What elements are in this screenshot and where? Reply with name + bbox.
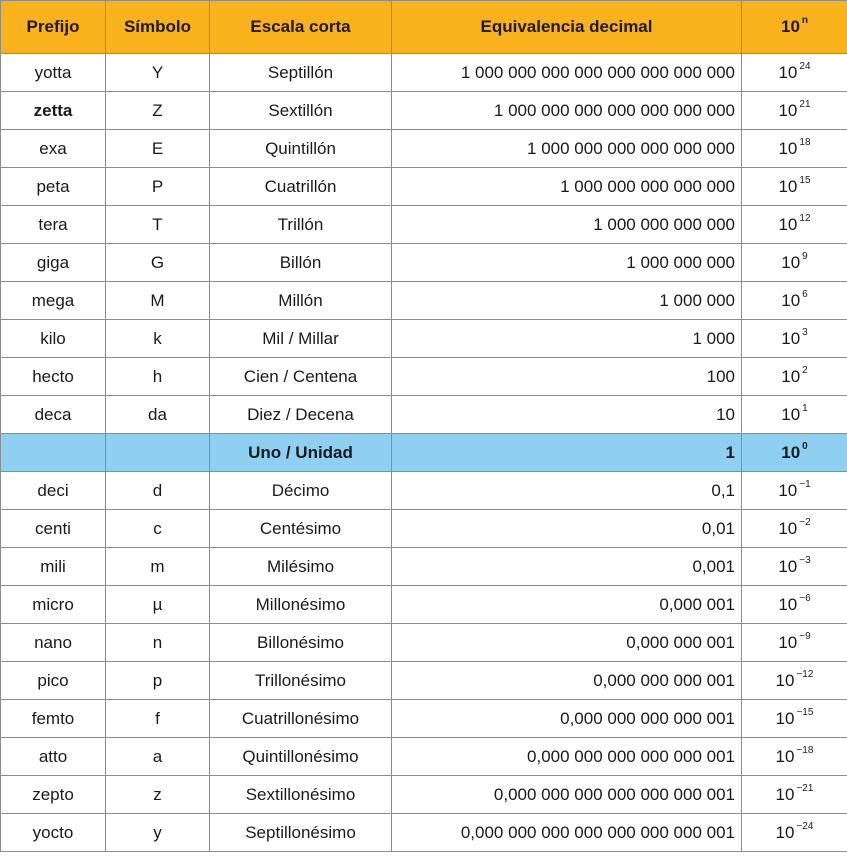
table-row (1, 472, 847, 510)
symbol-cell: T (106, 206, 210, 244)
prefix-cell: pico (1, 662, 106, 700)
power-base: 10 (778, 176, 798, 196)
short-scale-cell: Trillonésimo (210, 662, 392, 700)
symbol-cell: k (106, 320, 210, 358)
power-exponent: 24 (799, 60, 811, 72)
prefix-cell: nano (1, 624, 106, 662)
power-base: 10 (775, 784, 795, 804)
symbol-cell: M (106, 282, 210, 320)
table-row (1, 776, 847, 814)
power-exponent: 18 (799, 136, 811, 148)
prefix-cell: peta (1, 168, 106, 206)
table-row (1, 814, 847, 852)
power-exponent: 1 (802, 402, 808, 414)
decimal-equivalent-cell: 1 000 000 000 000 000 (392, 168, 742, 206)
power-exponent: 3 (802, 326, 808, 338)
decimal-equivalent-cell: 1 000 000 (392, 282, 742, 320)
prefix-cell: mega (1, 282, 106, 320)
power-cell (742, 320, 847, 358)
power-exponent: −21 (796, 782, 814, 794)
header-potencia-exp: n (801, 15, 809, 27)
symbol-cell: n (106, 624, 210, 662)
table-row (1, 282, 847, 320)
prefix-cell: giga (1, 244, 106, 282)
power-exponent: −2 (799, 516, 811, 528)
symbol-cell: d (106, 472, 210, 510)
power-base: 10 (781, 366, 801, 386)
power-cell (742, 776, 847, 814)
power-cell (742, 700, 847, 738)
short-scale-cell: Décimo (210, 472, 392, 510)
power-cell (742, 396, 847, 434)
decimal-equivalent-cell: 1 000 000 000 000 (392, 206, 742, 244)
header-potencia-base: 10 (780, 17, 800, 36)
power-base: 10 (781, 404, 801, 424)
symbol-cell: µ (106, 586, 210, 624)
short-scale-cell: Billonésimo (210, 624, 392, 662)
decimal-equivalent-cell: 0,000 000 000 000 000 000 001 (392, 776, 742, 814)
symbol-cell: p (106, 662, 210, 700)
symbol-cell: Y (106, 54, 210, 92)
power-exponent: 6 (802, 288, 808, 300)
symbol-cell: z (106, 776, 210, 814)
power-base: 10 (781, 442, 801, 462)
prefix-cell: hecto (1, 358, 106, 396)
power-cell (742, 814, 847, 852)
decimal-equivalent-cell: 10 (392, 396, 742, 434)
power-base: 10 (781, 290, 801, 310)
symbol-cell: Z (106, 92, 210, 130)
table-row (1, 320, 847, 358)
power-cell (742, 472, 847, 510)
header-row (1, 1, 847, 54)
symbol-cell (106, 434, 210, 472)
power-base: 10 (781, 252, 801, 272)
symbol-cell: c (106, 510, 210, 548)
prefix-cell: deca (1, 396, 106, 434)
table-row (1, 92, 847, 130)
symbol-cell: y (106, 814, 210, 852)
decimal-equivalent-cell: 1 000 000 000 000 000 000 (392, 130, 742, 168)
decimal-equivalent-cell: 1 000 000 000 (392, 244, 742, 282)
table-row (1, 168, 847, 206)
power-base: 10 (775, 746, 795, 766)
prefix-cell: atto (1, 738, 106, 776)
prefix-cell: centi (1, 510, 106, 548)
power-exponent: 21 (799, 98, 811, 110)
prefix-cell: mili (1, 548, 106, 586)
table-row (1, 244, 847, 282)
decimal-equivalent-cell: 0,1 (392, 472, 742, 510)
power-exponent: −18 (796, 744, 814, 756)
power-base: 10 (781, 328, 801, 348)
power-base: 10 (775, 708, 795, 728)
header-simbolo: Símbolo (106, 1, 210, 54)
power-base: 10 (778, 138, 798, 158)
power-base: 10 (775, 670, 795, 690)
short-scale-cell: Septillón (210, 54, 392, 92)
short-scale-cell: Septillonésimo (210, 814, 392, 852)
table-row (1, 586, 847, 624)
power-exponent: −3 (799, 554, 811, 566)
power-cell (742, 624, 847, 662)
power-cell (742, 738, 847, 776)
power-exponent: −12 (796, 668, 814, 680)
power-exponent: 0 (802, 440, 808, 452)
short-scale-cell: Sextillonésimo (210, 776, 392, 814)
table-row (1, 434, 847, 472)
short-scale-cell: Sextillón (210, 92, 392, 130)
prefix-cell: yotta (1, 54, 106, 92)
table-row (1, 510, 847, 548)
header-prefijo: Prefijo (1, 1, 106, 54)
table-row (1, 548, 847, 586)
prefix-cell: zepto (1, 776, 106, 814)
short-scale-cell: Cien / Centena (210, 358, 392, 396)
power-base: 10 (778, 594, 798, 614)
short-scale-cell: Milésimo (210, 548, 392, 586)
header-potencia (742, 1, 847, 54)
short-scale-cell: Quintillonésimo (210, 738, 392, 776)
power-cell (742, 510, 847, 548)
power-exponent: −6 (799, 592, 811, 604)
prefix-cell: tera (1, 206, 106, 244)
symbol-cell: f (106, 700, 210, 738)
prefix-cell: exa (1, 130, 106, 168)
table-row (1, 738, 847, 776)
power-exponent: 15 (799, 174, 811, 186)
power-exponent: −24 (796, 820, 814, 832)
power-base: 10 (778, 518, 798, 538)
table-row (1, 624, 847, 662)
decimal-equivalent-cell: 0,000 000 000 000 000 001 (392, 738, 742, 776)
power-exponent: −1 (799, 478, 811, 490)
power-cell (742, 548, 847, 586)
decimal-equivalent-cell: 1 000 000 000 000 000 000 000 000 (392, 54, 742, 92)
short-scale-cell: Diez / Decena (210, 396, 392, 434)
power-cell (742, 130, 847, 168)
decimal-equivalent-cell: 100 (392, 358, 742, 396)
power-exponent: 2 (802, 364, 808, 376)
power-base: 10 (775, 822, 795, 842)
decimal-equivalent-cell: 0,000 001 (392, 586, 742, 624)
power-exponent: −9 (799, 630, 811, 642)
power-cell (742, 586, 847, 624)
symbol-cell: h (106, 358, 210, 396)
prefix-cell: yocto (1, 814, 106, 852)
decimal-equivalent-cell: 0,000 000 000 000 001 (392, 700, 742, 738)
table-row (1, 54, 847, 92)
power-base: 10 (778, 556, 798, 576)
power-cell (742, 434, 847, 472)
decimal-equivalent-cell: 1 (392, 434, 742, 472)
decimal-equivalent-cell: 0,000 000 000 000 000 000 000 001 (392, 814, 742, 852)
power-exponent: 9 (802, 250, 808, 262)
short-scale-cell: Cuatrillonésimo (210, 700, 392, 738)
short-scale-cell: Uno / Unidad (210, 434, 392, 472)
decimal-equivalent-cell: 1 000 000 000 000 000 000 000 (392, 92, 742, 130)
header-equivalencia: Equivalencia decimal (392, 1, 742, 54)
decimal-equivalent-cell: 0,000 000 000 001 (392, 662, 742, 700)
short-scale-cell: Millonésimo (210, 586, 392, 624)
short-scale-cell: Cuatrillón (210, 168, 392, 206)
power-base: 10 (778, 100, 798, 120)
symbol-cell: a (106, 738, 210, 776)
table-row (1, 358, 847, 396)
prefix-cell: deci (1, 472, 106, 510)
short-scale-cell: Billón (210, 244, 392, 282)
table-row (1, 396, 847, 434)
power-base: 10 (778, 62, 798, 82)
power-cell (742, 206, 847, 244)
short-scale-cell: Mil / Millar (210, 320, 392, 358)
symbol-cell: P (106, 168, 210, 206)
prefix-cell: kilo (1, 320, 106, 358)
power-cell (742, 282, 847, 320)
prefix-cell (1, 434, 106, 472)
decimal-equivalent-cell: 1 000 (392, 320, 742, 358)
prefix-cell: zetta (1, 92, 106, 130)
power-cell (742, 54, 847, 92)
decimal-equivalent-cell: 0,001 (392, 548, 742, 586)
decimal-equivalent-cell: 0,000 000 001 (392, 624, 742, 662)
power-base: 10 (778, 214, 798, 234)
power-cell (742, 92, 847, 130)
power-exponent: 12 (799, 212, 811, 224)
power-cell (742, 662, 847, 700)
prefix-cell: micro (1, 586, 106, 624)
short-scale-cell: Trillón (210, 206, 392, 244)
power-cell (742, 168, 847, 206)
power-cell (742, 244, 847, 282)
power-base: 10 (778, 480, 798, 500)
prefix-cell: femto (1, 700, 106, 738)
decimal-equivalent-cell: 0,01 (392, 510, 742, 548)
table-row (1, 700, 847, 738)
symbol-cell: da (106, 396, 210, 434)
symbol-cell: E (106, 130, 210, 168)
symbol-cell: G (106, 244, 210, 282)
short-scale-cell: Quintillón (210, 130, 392, 168)
power-exponent: −15 (796, 706, 814, 718)
short-scale-cell: Millón (210, 282, 392, 320)
power-cell (742, 358, 847, 396)
table-row (1, 662, 847, 700)
power-base: 10 (778, 632, 798, 652)
short-scale-cell: Centésimo (210, 510, 392, 548)
symbol-cell: m (106, 548, 210, 586)
table-row (1, 130, 847, 168)
table-row (1, 206, 847, 244)
header-escala: Escala corta (210, 1, 392, 54)
